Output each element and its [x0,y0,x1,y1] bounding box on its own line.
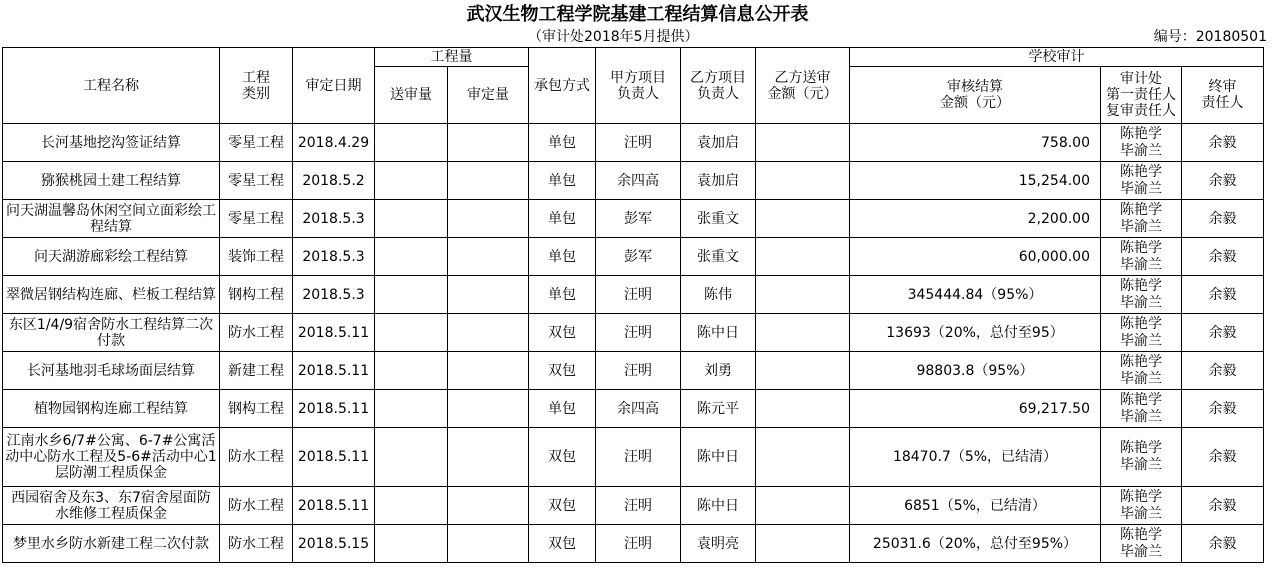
cell-contract-mode: 单包 [529,124,596,162]
cell-approve-date: 2018.5.3 [293,238,375,276]
cell-party-a: 汪明 [596,276,681,314]
header-row-1 [3,48,1264,67]
cell-category: 零星工程 [220,162,293,200]
cell-party-a: 汪明 [596,487,681,525]
cell-party-a: 余四高 [596,162,681,200]
cell-submit-amount [756,487,850,525]
cell-submit-qty [375,428,448,487]
cell-submit-amount [756,352,850,390]
header-party-b: 乙方项目 负责人 [681,48,756,124]
cell-contract-mode: 单包 [529,390,596,428]
cell-contract-mode: 单包 [529,200,596,238]
cell-approved-qty [448,276,529,314]
cell-first-responsible: 陈艳学 毕渝兰 [1101,352,1182,390]
subtitle-row [0,30,1275,47]
cell-final-responsible: 余毅 [1182,276,1264,314]
cell-party-b: 袁明亮 [681,525,756,563]
page-title: 武汉生物工程学院基建工程结算信息公开表 [466,4,809,25]
cell-first-responsible: 陈艳学 毕渝兰 [1101,124,1182,162]
cell-category: 防水工程 [220,428,293,487]
cell-party-b: 张重文 [681,238,756,276]
cell-project-name: 东区1/4/9宿舍防水工程结算二次付款 [3,314,220,352]
cell-submit-qty [375,314,448,352]
cell-final-responsible: 余毅 [1182,124,1264,162]
cell-first-responsible: 陈艳学 毕渝兰 [1101,390,1182,428]
header-quantity: 工程量 [375,48,529,67]
cell-contract-mode: 双包 [529,314,596,352]
table-body [3,124,1264,563]
cell-category: 防水工程 [220,487,293,525]
cell-submit-amount [756,314,850,352]
cell-approve-date: 2018.5.11 [293,487,375,525]
cell-submit-qty [375,276,448,314]
cell-approve-date: 2018.5.3 [293,276,375,314]
cell-approved-qty [448,200,529,238]
cell-first-responsible: 陈艳学 毕渝兰 [1101,428,1182,487]
cell-approved-qty [448,390,529,428]
cell-audit-amount: 758.00 [850,124,1101,162]
cell-party-a: 汪明 [596,352,681,390]
cell-approved-qty [448,525,529,563]
cell-contract-mode: 单包 [529,276,596,314]
cell-final-responsible: 余毅 [1182,428,1264,487]
cell-project-name: 西园宿舍及东3、东7宿舍屋面防水维修工程质保金 [3,487,220,525]
cell-submit-qty [375,390,448,428]
cell-party-b: 陈元平 [681,390,756,428]
table-row [3,200,1264,238]
cell-approved-qty [448,238,529,276]
cell-first-responsible: 陈艳学 毕渝兰 [1101,314,1182,352]
cell-party-a: 余四高 [596,390,681,428]
cell-audit-amount: 60,000.00 [850,238,1101,276]
cell-final-responsible: 余毅 [1182,162,1264,200]
header-school-audit: 学校审计 [850,48,1264,67]
header-approved-qty: 审定量 [448,67,529,124]
cell-submit-qty [375,525,448,563]
document-code: 编号：20180501 [1153,29,1267,45]
cell-party-b: 陈中日 [681,428,756,487]
table-row [3,428,1264,487]
cell-category: 防水工程 [220,314,293,352]
header-final-responsible: 终审 责任人 [1182,67,1264,124]
header-project-name: 工程名称 [3,48,220,124]
cell-project-name: 江南水乡6/7#公寓、6-7#公寓活动中心防水工程及5-6#活动中心1层防潮工程质保金 [3,428,220,487]
header-first-responsible: 审计处 第一责任人 复审责任人 [1101,67,1182,124]
header-submit-qty: 送审量 [375,67,448,124]
cell-submit-amount [756,428,850,487]
cell-category: 新建工程 [220,352,293,390]
cell-submit-amount [756,162,850,200]
cell-approve-date: 2018.5.11 [293,314,375,352]
cell-final-responsible: 余毅 [1182,238,1264,276]
cell-party-a: 汪明 [596,525,681,563]
cell-audit-amount: 15,254.00 [850,162,1101,200]
table-row [3,238,1264,276]
cell-project-name: 植物园钢构连廊工程结算 [3,390,220,428]
cell-contract-mode: 双包 [529,525,596,563]
cell-party-a: 汪明 [596,124,681,162]
cell-contract-mode: 双包 [529,487,596,525]
cell-submit-amount [756,200,850,238]
cell-category: 装饰工程 [220,238,293,276]
cell-category: 零星工程 [220,200,293,238]
header-approve-date: 审定日期 [293,48,375,124]
cell-approved-qty [448,124,529,162]
cell-final-responsible: 余毅 [1182,390,1264,428]
table-row [3,525,1264,563]
cell-first-responsible: 陈艳学 毕渝兰 [1101,162,1182,200]
cell-approve-date: 2018.5.11 [293,428,375,487]
table-row [3,390,1264,428]
cell-approve-date: 2018.5.11 [293,352,375,390]
table-row [3,276,1264,314]
cell-first-responsible: 陈艳学 毕渝兰 [1101,487,1182,525]
cell-project-name: 长河基地挖沟签证结算 [3,124,220,162]
cell-party-b: 陈中日 [681,487,756,525]
cell-final-responsible: 余毅 [1182,314,1264,352]
cell-contract-mode: 双包 [529,352,596,390]
cell-audit-amount: 69,217.50 [850,390,1101,428]
header-party-a: 甲方项目 负责人 [596,48,681,124]
cell-project-name: 梦里水乡防水新建工程二次付款 [3,525,220,563]
cell-submit-amount [756,525,850,563]
cell-party-a: 汪明 [596,428,681,487]
cell-first-responsible: 陈艳学 毕渝兰 [1101,525,1182,563]
cell-party-a: 汪明 [596,314,681,352]
cell-submit-qty [375,124,448,162]
cell-submit-qty [375,200,448,238]
cell-category: 防水工程 [220,525,293,563]
cell-approve-date: 2018.5.2 [293,162,375,200]
cell-project-name: 问天湖温馨岛休闲空间立面彩绘工程结算 [3,200,220,238]
header-submit-amount: 乙方送审 金额（元） [756,48,850,124]
cell-final-responsible: 余毅 [1182,352,1264,390]
cell-approved-qty [448,428,529,487]
cell-submit-qty [375,162,448,200]
cell-approve-date: 2018.5.3 [293,200,375,238]
cell-party-b: 刘勇 [681,352,756,390]
cell-audit-amount: 2,200.00 [850,200,1101,238]
header-contract-mode: 承包方式 [529,48,596,124]
cell-party-a: 彭军 [596,200,681,238]
header-category: 工程 类别 [220,48,293,124]
cell-submit-qty [375,352,448,390]
cell-approve-date: 2018.5.11 [293,390,375,428]
cell-party-b: 袁加启 [681,162,756,200]
cell-final-responsible: 余毅 [1182,525,1264,563]
table-row [3,124,1264,162]
cell-submit-amount [756,124,850,162]
cell-approved-qty [448,352,529,390]
cell-audit-amount: 345444.84（95%） [850,276,1101,314]
cell-submit-amount [756,238,850,276]
cell-party-b: 袁加启 [681,124,756,162]
cell-submit-amount [756,390,850,428]
cell-approve-date: 2018.5.15 [293,525,375,563]
cell-project-name: 长河基地羽毛球场面层结算 [3,352,220,390]
table-row [3,487,1264,525]
cell-first-responsible: 陈艳学 毕渝兰 [1101,238,1182,276]
cell-party-b: 张重文 [681,200,756,238]
header-audit-amount: 审核结算 金额（元） [850,67,1101,124]
cell-approved-qty [448,162,529,200]
cell-audit-amount: 13693（20%，总付至95） [850,314,1101,352]
cell-audit-amount: 25031.6（20%，总付至95%） [850,525,1101,563]
settlement-table [2,47,1264,563]
cell-party-a: 彭军 [596,238,681,276]
cell-project-name: 猕猴桃园土建工程结算 [3,162,220,200]
subtitle: （审计处2018年5月提供） [528,29,699,45]
cell-final-responsible: 余毅 [1182,200,1264,238]
cell-contract-mode: 双包 [529,428,596,487]
cell-audit-amount: 98803.8（95%） [850,352,1101,390]
cell-project-name: 问天湖游廊彩绘工程结算 [3,238,220,276]
cell-party-b: 陈中日 [681,314,756,352]
cell-final-responsible: 余毅 [1182,487,1264,525]
cell-category: 钢构工程 [220,390,293,428]
cell-approved-qty [448,314,529,352]
cell-submit-qty [375,238,448,276]
cell-submit-amount [756,276,850,314]
cell-category: 零星工程 [220,124,293,162]
table-row [3,352,1264,390]
cell-category: 钢构工程 [220,276,293,314]
cell-audit-amount: 6851（5%，已结清） [850,487,1101,525]
table-row [3,314,1264,352]
cell-first-responsible: 陈艳学 毕渝兰 [1101,200,1182,238]
cell-audit-amount: 18470.7（5%，已结清） [850,428,1101,487]
cell-first-responsible: 陈艳学 毕渝兰 [1101,276,1182,314]
table-row [3,162,1264,200]
cell-contract-mode: 单包 [529,238,596,276]
cell-contract-mode: 单包 [529,162,596,200]
cell-party-b: 陈伟 [681,276,756,314]
cell-approve-date: 2018.4.29 [293,124,375,162]
cell-project-name: 翠微居钢结构连廊、栏板工程结算 [3,276,220,314]
cell-submit-qty [375,487,448,525]
cell-approved-qty [448,487,529,525]
